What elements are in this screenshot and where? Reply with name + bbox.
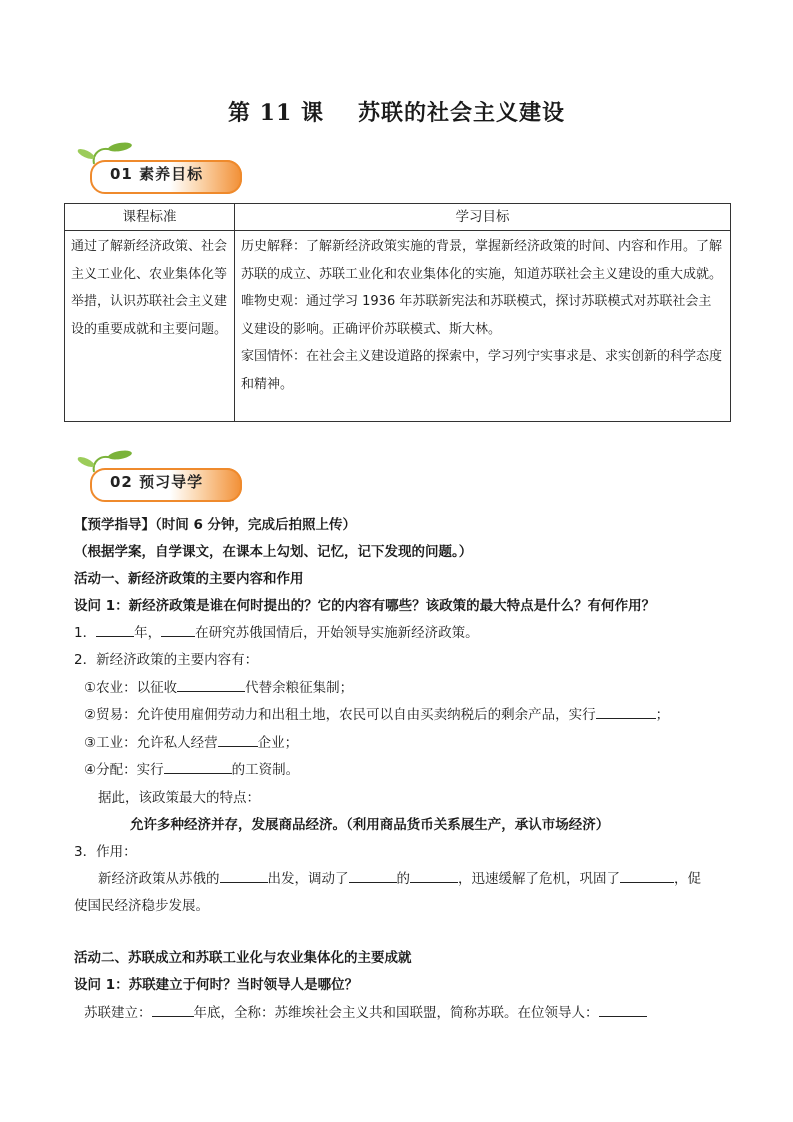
answer-blank[interactable] (161, 622, 195, 637)
question: 设问 1：苏联建立于何时？当时领导人是哪位？ (74, 977, 359, 993)
answer-blank[interactable] (164, 759, 232, 774)
list-item: 新经济政策从苏俄的 出发，调动了 的 ，迅速缓解了危机，巩固了 ，促 (98, 867, 701, 887)
answer-blank[interactable] (410, 868, 458, 883)
feature-text: 允许多种经济并存，发展商品经济。（利用商品货币关系展生产，承认市场经济） (130, 817, 610, 833)
answer-blank[interactable] (596, 704, 656, 719)
guide-line: 【预学指导】（时间 6 分钟，完成后拍照上传） (74, 517, 357, 533)
list-item: 3．作用： (74, 844, 137, 860)
answer-blank[interactable] (152, 1002, 194, 1017)
goals-cell: 历史解释：了解新经济政策实施的背景，掌握新经济政策的时间、内容和作用。了解苏联的成立、苏联工业化和农业集体化的实施，知道苏联社会主义建设的重大成就。 唯物史观：通过学习 1936 年苏联新宪法和苏联模式，探讨苏联模式对苏联社会主义建设的影响。正确评价苏联模式、斯大林。 家国情怀：在社会主义建设道路的探索中，学习列宁实事求是、求实创新的科学态度和精神。 (235, 231, 731, 422)
list-item: ③工业：允许私人经营 企业； (84, 731, 298, 751)
answer-blank[interactable] (349, 868, 397, 883)
list-item: 2．新经济政策的主要内容有： (74, 652, 259, 668)
answer-blank[interactable] (96, 622, 134, 637)
list-item: ④分配：实行 的工资制。 (84, 758, 299, 778)
answer-blank[interactable] (620, 868, 674, 883)
list-item: 苏联建立： 年底，全称：苏维埃社会主义共和国联盟，简称苏联。在位领导人： (84, 1001, 647, 1021)
section-badge-goals: 01 素养目标 (72, 142, 252, 202)
activity-title: 活动二、苏联成立和苏联工业化与农业集体化的主要成就 (74, 950, 412, 966)
list-item: 1． 年， 在研究苏俄国情后，开始领导实施新经济政策。 (74, 621, 479, 641)
list-item: 使国民经济稳步发展。 (74, 898, 209, 914)
guide-line: （根据学案，自学课文，在课本上勾划、记忆，记下发现的问题。） (74, 544, 473, 560)
answer-blank[interactable] (220, 868, 268, 883)
section-badge-preview: 02 预习导学 (72, 450, 252, 510)
question: 设问 1：新经济政策是谁在何时提出的？它的内容有哪些？该政策的最大特点是什么？有何作用？ (74, 598, 656, 614)
standard-cell: 通过了解新经济政策、社会主义工业化、农业集体化等举措，认识苏联社会主义建设的重要成就和主要问题。 (65, 231, 235, 422)
answer-blank[interactable] (218, 732, 258, 747)
table-header: 学习目标 (235, 204, 731, 231)
list-item: ①农业：以征收 代替余粮征集制； (84, 676, 353, 696)
list-item: 据此，该政策最大的特点： (98, 790, 260, 806)
goals-table (64, 203, 731, 422)
table-header: 课程标准 (65, 204, 235, 231)
list-item: ②贸易：允许使用雇佣劳动力和出租土地，农民可以自由买卖纳税后的剩余产品，实行 ； (84, 703, 669, 723)
page-title: 第 11 课 苏联的社会主义建设 (228, 100, 565, 126)
answer-blank[interactable] (599, 1002, 647, 1017)
activity-title: 活动一、新经济政策的主要内容和作用 (74, 571, 304, 587)
answer-blank[interactable] (177, 677, 245, 692)
